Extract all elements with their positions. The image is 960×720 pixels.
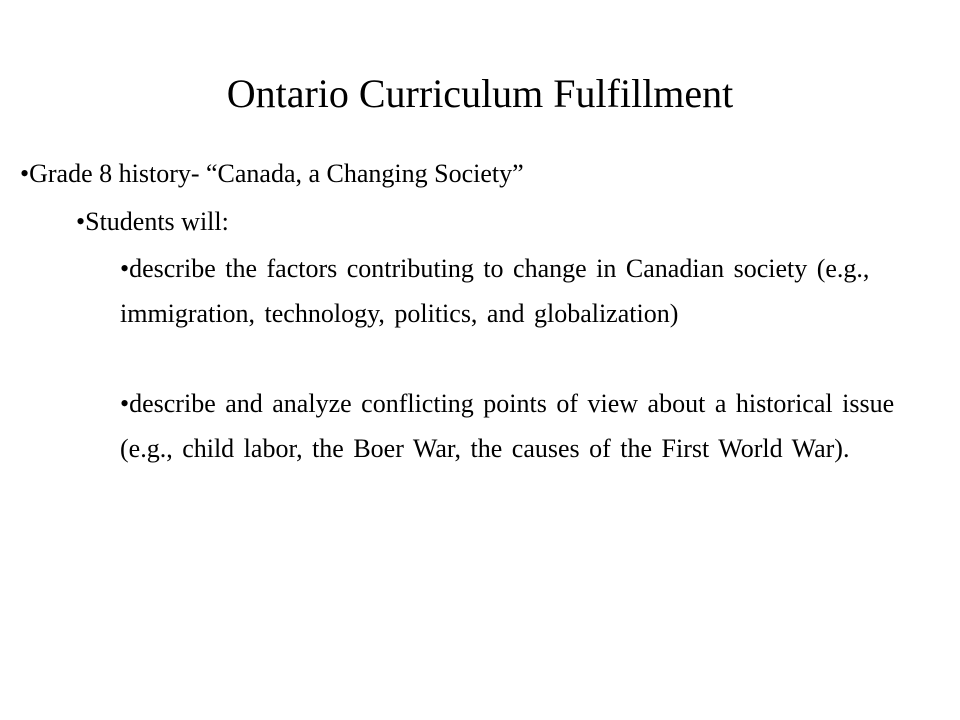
bullet-describe-analyze [120, 381, 940, 471]
slide-title: Ontario Curriculum Fulfillment [226, 71, 734, 116]
bullet-dot: • [120, 254, 130, 283]
bullet-grade-8-history [20, 155, 940, 193]
bullet-students-will [76, 203, 936, 241]
bullet-text: Grade 8 history- “Canada, a Changing Society” [29, 159, 524, 188]
bullet-dot: • [76, 207, 86, 236]
bullet-dot: • [120, 389, 130, 418]
bullet-text: describe the factors contributing to change in Canadian society (e.g., immigration, technology, politics, and globalization) [120, 254, 870, 328]
bullet-text: describe and analyze conflicting points of view about a historical issue (e.g., child labor, the Boer War, the causes of the First World War). [120, 389, 895, 463]
bullet-describe-factors [120, 246, 940, 336]
bullet-dot: • [20, 159, 30, 188]
bullet-text: Students will: [85, 207, 229, 236]
